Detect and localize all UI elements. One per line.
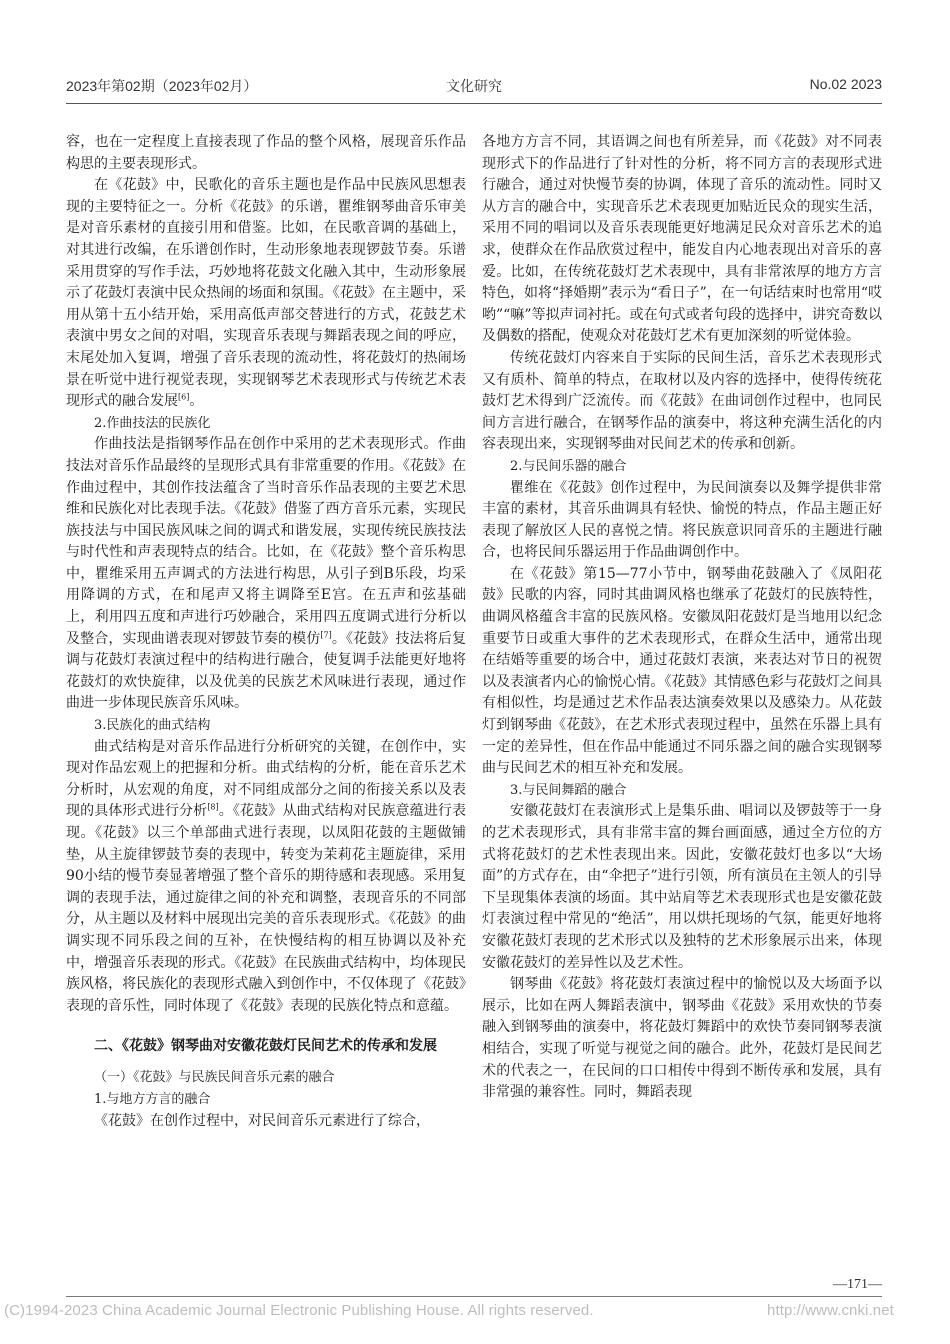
journal-section: 文化研究 [446,78,502,94]
left-column [66,132,466,1132]
copyright-text: (C)1994-2023 China Academic Journal Electronic Publishing House. All rights reserved. [4,1302,594,1319]
paragraph-text: 在《花鼓》中，民歌化的音乐主题也是作品中民族风思想表现的主要特征之一。分析《花鼓》的乐谱，瞿维钢琴曲音乐审美是对音乐素材的直接引用和借鉴。比如，在民歌音调的基础上，对其进行改编，在乐谱创作时，生动形象地表现锣鼓节奏。乐谱采用贯穿的写作手法，巧妙地将花鼓文化融入其中，生动形象展示了花鼓灯表演中民众热闹的场面和氛围。《花鼓》在主题中，采用从第十五小结开始，采用高低声部交替进行的方式，花鼓艺术表演中男女之间的对唱，实现音乐表现与舞蹈表现之间的呼应，末尾处加入复调，增强了音乐表现的流动性，将花鼓灯的热闹场景在听觉中进行视觉表现，实现钢琴艺术表现形式与传统艺术表现形式的融合发展 [66,177,466,410]
paragraph-text: 。《花鼓》从曲式结构对民族意蕴进行表现。《花鼓》以三个单部曲式进行表现，以凤阳花鼓的主题做铺垫，从主旋律锣鼓节奏的表现中，转变为茉莉花主题旋律，采用90小结的慢节奏显著增强了整个音乐的期待感和表现感。采用复调的表现手法，通过旋律之间的补充和调整，表现音乐的不同部分，从主题以及材料中展现出完美的音乐表现形式。《花鼓》的曲调实现不同乐段之间的互补，在快慢结构的相互协调以及补充中，增强音乐表现的形式。《花鼓》在民族曲式结构中，均体现民族风格，将民族化的表现形式融入到创作中，不仅体现了《花鼓》表现的音乐性，同时体现了《花鼓》表现的民族化特点和意蕴。 [66,803,467,1014]
paragraph: 各地方方言不同，其语调之间也有所差异，而《花鼓》对不同表现形式下的作品进行了针对性的分析，将不同方言的表现形式进行融合，通过对快慢节奏的协调，体现了音乐的流动性。同时又从方言的融合中，实现音乐艺术表现更加贴近民众的现实生活，采用不同的唱词以及音乐表现能更好地满足民众对音乐艺术的追求，使群众在作品欣赏过程中，能发自内心地表现出对音乐的喜爱。比如，在传统花鼓灯艺术表现中，具有非常浓厚的地方方言特色，如将“择婚期”表示为“看日子”，在一句话结束时也常用“哎哟”“嘛”等拟声词衬托。或在句式或者句段的选择中，讲究奇数以及偶数的搭配，使观众对花鼓灯艺术有更加深刻的听觉体验。 [482,134,882,345]
paragraph-text: 曲式结构是对音乐作品进行分析研究的关键，在创作中，实现对作品宏观上的把握和分析。曲式结构的分析，能在音乐艺术分析时，从宏观的角度，对不同组成部分之间的衔接关系以及表现的具体形式进行分析 [66,738,466,820]
paragraph: 《花鼓》在创作过程中，对民间音乐元素进行了综合， [94,1112,430,1129]
subheading: 3.民族化的曲式结构 [94,718,211,734]
subheading: 1.与地方方言的融合 [94,1091,211,1107]
footer-rule [66,1296,882,1297]
paragraph: 容，也在一定程度上直接表现了作品的整个风格，展现音乐作品构思的主要表现形式。 [66,134,466,172]
citation-ref: [7] [320,630,332,639]
page-number: —171— [833,1277,882,1292]
paragraph-text: 作曲技法是指钢琴作品在创作中采用的艺术表现形式。作曲技法对音乐作品最终的呈现形式具有非常重要的作用。《花鼓》在作曲过程中，其创作技法蕴含了当时音乐作品表现的主要艺术思维和民族化对比表现手法。《花鼓》借鉴了西方音乐元素，实现民族技法与中国民族风味之间的调式和谐发展，实现传统民族技法与时代性和声表现特点的结合。比如，在《花鼓》整个音乐构思中，瞿维采用五声调式的方法进行构思，从引子到B乐段，均采用降调的方式，在和尾声又将主调降至E宫。在五声和弦基础上，利用四五度和声进行巧妙融合，采用四五度调式进行分析以及整合，实现曲谱表现对锣鼓节奏的模仿 [66,436,466,647]
paragraph: 安徽花鼓灯在表演形式上是集乐曲、唱词以及锣鼓等于一身的艺术表现形式，具有非常丰富的舞台画面感，通过全方位的方式将花鼓灯的艺术性表现出来。因此，安徽花鼓灯也多以“大场面”的方式存在，由“伞把子”进行引领，所有演员在主领人的引导下呈现集体表演的场面。其中站肩等艺术表现形式也是安徽花鼓灯表演过程中常见的“绝活”，用以烘托现场的气氛，能更好地将安徽花鼓灯表现的艺术形式以及独特的艺术形象展示出来，体现安徽花鼓灯的差异性以及艺术性。 [482,803,882,971]
footer-url: http://www.cnki.net [767,1302,894,1319]
header-rule [66,103,882,104]
paragraph [66,737,466,1018]
subsection-heading: （一）《花鼓》与民族民间音乐元素的融合 [94,1070,335,1086]
subheading: 2.作曲技法的民族化 [94,415,211,431]
paragraph: 传统花鼓灯内容来自于实际的民间生活，音乐艺术表现形式又有质朴、简单的特点，在取材以及内容的选择中，使得传统花鼓灯艺术得到广泛流传。而《花鼓》在曲词创作过程中，也同民间方言进行融合，在钢琴作品的演奏中，将这种充满生活化的内容表现出来，实现钢琴曲对民间艺术的传承和创新。 [482,349,882,453]
paragraph-end: 。 [189,393,204,410]
paragraph [66,175,466,413]
section-heading: 二、《花鼓》钢琴曲对安徽花鼓灯民间艺术的传承和发展 [94,1038,437,1055]
citation-ref: [6] [178,392,190,402]
issue-number: No.02 2023 [809,76,882,92]
paragraph: 瞿维在《花鼓》创作过程中，为民间演奏以及舞学提供非常丰富的素材，其音乐曲调具有轻快、愉悦的特点，作品主题正好表现了解放区人民的喜悦之情。将民族意识同音乐的主题进行融合，也将民间乐器运用于作品曲调创作中。 [482,479,882,561]
subheading: 2.与民间乐器的融合 [510,458,627,474]
paragraph-text: 。《花鼓》技法将后复调与花鼓灯表演过程中的结构进行融合，使复调手法能更好地将花鼓灯的欢快旋律，以及优美的民族艺术风味进行表现，通过作曲进一步体现民族音乐风味。 [66,630,467,712]
citation-ref: [8] [207,802,219,812]
right-column [482,132,882,1104]
paragraph [66,434,466,715]
paragraph: 在《花鼓》第15—77小节中，钢琴曲花鼓融入了《凤阳花鼓》民歌的内容，同时其曲调风格也继承了花鼓灯的民族特性，曲调风格蕴含丰富的民族风格。安徽凤阳花鼓灯是当地用以纪念重要节日或重大事件的艺术表现形式，在群众生活中，通常出现在结婚等重要的场合中，通过花鼓灯表演，来表达对节日的祝贺以及表演者内心的愉悦心情。《花鼓》其情感色彩与花鼓灯之间具有相似性，均是通过艺术作品表达演奏效果以及感染力。从花鼓灯到钢琴曲《花鼓》，在艺术形式表现过程中，虽然在乐器上具有一定的差异性，但在作品中能通过不同乐器之间的融合实现钢琴曲与民间艺术的相互补充和发展。 [482,565,882,777]
paragraph: 钢琴曲《花鼓》将花鼓灯表演过程中的愉悦以及大场面予以展示，比如在两人舞蹈表演中，钢琴曲《花鼓》采用欢快的节奏融入到钢琴曲的演奏中，将花鼓灯舞蹈中的欢快节奏同钢琴表演相结合，实现了听觉与视觉之间的融合。此外，花鼓灯是民间艺术的代表之一，在民间的口口相传中得到不断传承和发展，具有非常强的兼容性。同时，舞蹈表现 [482,976,882,1101]
journal-issue: 2023年第02期（2023年02月） [66,78,258,94]
running-header [66,76,882,100]
subheading: 3.与民间舞蹈的融合 [510,782,627,798]
copyright-line [4,1302,950,1319]
